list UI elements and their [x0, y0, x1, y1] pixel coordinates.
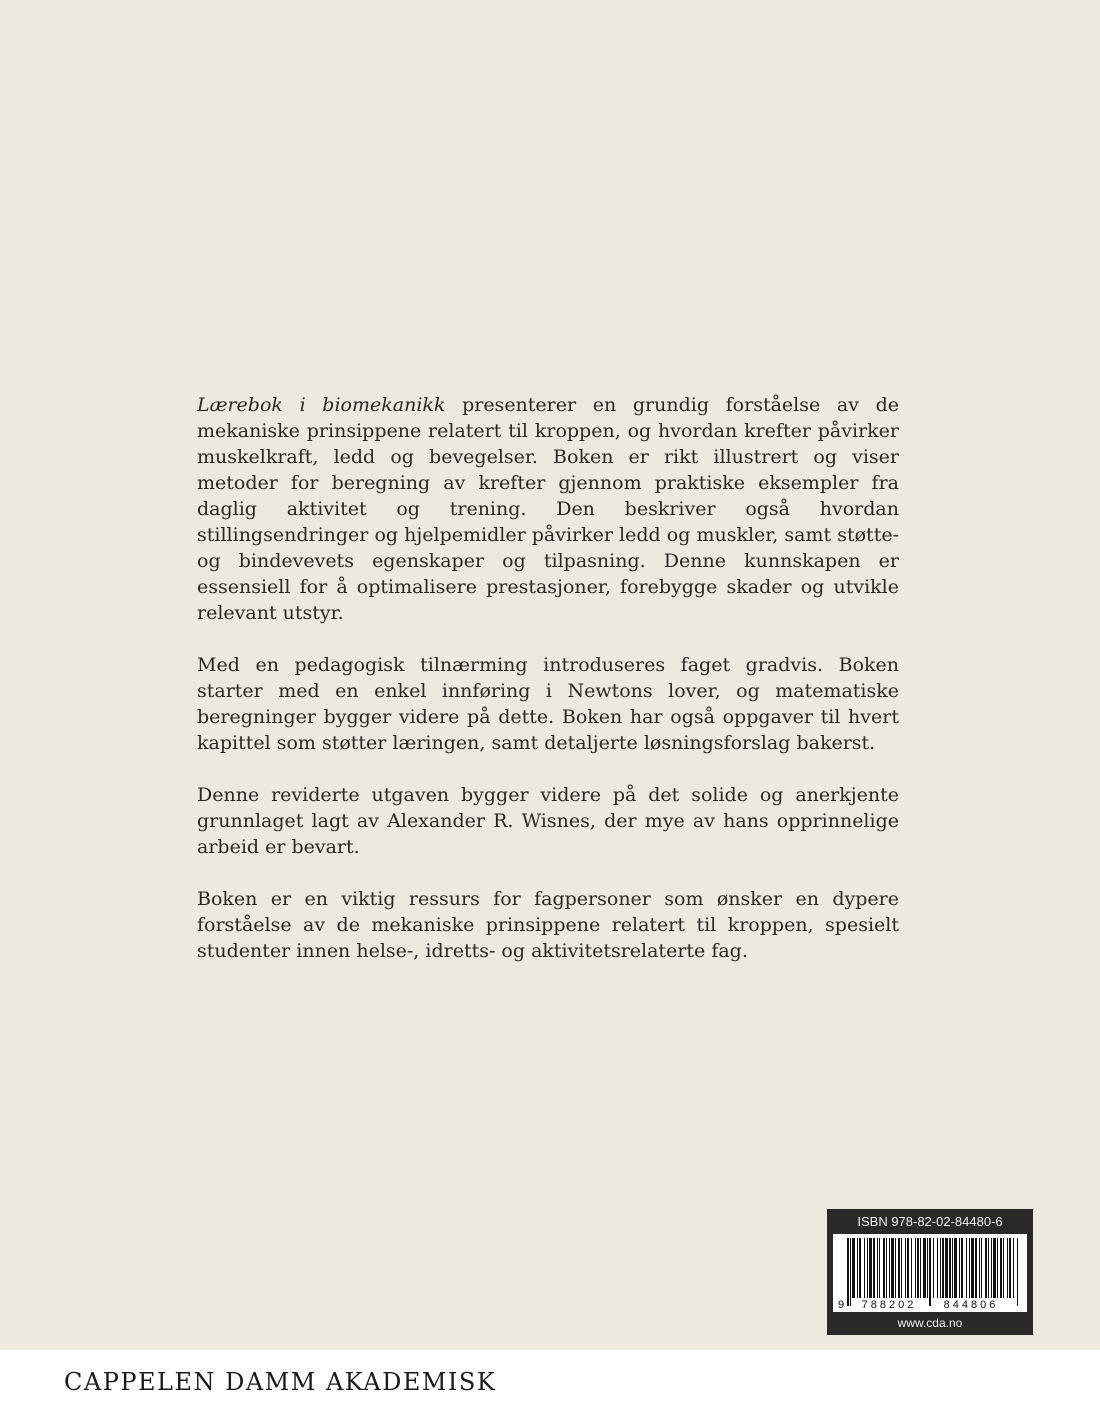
website-label: www.cda.no: [897, 1316, 963, 1330]
barcode-bar: [988, 1238, 989, 1298]
barcode-bar: [915, 1238, 916, 1298]
back-cover-blurb: [197, 392, 899, 990]
barcode-bar: [945, 1238, 948, 1298]
barcode-bar: [867, 1238, 868, 1298]
barcode-bar: [852, 1238, 855, 1298]
barcode-bar: [873, 1238, 875, 1298]
book-title: Lærebok i biomekanikk: [197, 394, 446, 416]
barcode-bar: [864, 1238, 865, 1298]
barcode-bar: [971, 1238, 974, 1298]
barcode-bar: [937, 1238, 938, 1298]
barcode-bar: [952, 1238, 953, 1298]
blurb-paragraph-3: Denne reviderte utgaven bygger videre på det solide og anerkjente grunnlaget lagt av Alexander R. Wisnes, der mye av hans opprinnelige arbeid er bevart.: [197, 784, 899, 858]
barcode-bar: [933, 1238, 934, 1298]
barcode-bar: [966, 1238, 967, 1298]
barcode-lead-digit: 9: [838, 1299, 845, 1311]
barcode-bar: [954, 1238, 957, 1298]
barcode-bar: [1009, 1238, 1011, 1298]
barcode-bar: [949, 1238, 951, 1298]
barcode-bar: [1017, 1238, 1018, 1306]
barcode-bar: [1000, 1238, 1002, 1298]
barcode-bar: [891, 1238, 894, 1298]
barcode-bar: [869, 1238, 872, 1298]
barcode-bar: [923, 1238, 926, 1298]
barcode-bar: [857, 1238, 858, 1298]
barcode-bar: [850, 1238, 851, 1306]
barcode-graphic: [833, 1234, 1027, 1312]
barcode-bar: [993, 1238, 996, 1298]
barcode-bar: [997, 1238, 998, 1298]
barcode: [833, 1234, 1027, 1312]
barcode-bar: [883, 1238, 885, 1298]
barcode-bar: [911, 1238, 912, 1298]
barcode-bar: [1003, 1238, 1004, 1298]
barcode-bar: [879, 1238, 880, 1298]
barcode-bar: [889, 1238, 890, 1298]
barcode-bar: [901, 1238, 902, 1298]
barcode-bar: [877, 1238, 878, 1298]
barcode-right-digits: 844806: [943, 1299, 999, 1311]
barcode-bar: [859, 1238, 861, 1298]
publisher-logo: CAPPELEN DAMM AKADEMISK: [64, 1368, 497, 1396]
barcode-bar: [991, 1238, 992, 1298]
barcode-bar: [920, 1238, 921, 1298]
blurb-paragraph-1: [197, 392, 899, 626]
barcode-bar: [1007, 1238, 1008, 1298]
barcode-bar: [1013, 1238, 1014, 1298]
publisher-footer: [0, 1350, 1100, 1423]
barcode-bar: [905, 1238, 906, 1298]
blurb-paragraph-1-text: presenterer en grundig forståelse av de mekaniske prinsippene relatert til kroppen, og hvordan krefter påvirker muskelkraft, ledd og bevegelser. Boken er rikt illustrert og viser metoder for beregning av krefter gjennom praktiske eksempler fra daglig aktivitet og trening. Den beskriver også hvordan stillingsendringer og hjelpemidler påvirker ledd og muskler, samt støtte- og bindevevets egenskaper og tilpasning. Denne kunnskapen er essensiell for å optimalisere prestasjoner, forebygge skader og utvikle relevant utstyr.: [197, 394, 899, 624]
barcode-bar: [927, 1238, 928, 1298]
barcode-bar: [942, 1238, 944, 1298]
isbn-barcode-box: [827, 1209, 1033, 1335]
blurb-paragraph-4: Boken er en viktig ressurs for fagpersoner som ønsker en dypere forståelse av de mekaniske prinsippene relatert til kroppen, spesielt studenter innen helse-, idretts- og aktivitetsrelaterte fag.: [197, 888, 899, 962]
blurb-paragraph-2: Med en pedagogisk tilnærming introduseres faget gradvis. Boken starter med en enkel innføring i Newtons lover, og matematiske beregninger bygger videre på dette. Boken har også oppgaver til hvert kapittel som støtter læringen, samt detaljerte løsningsforslag bakerst.: [197, 654, 899, 754]
barcode-bar: [886, 1238, 887, 1298]
barcode-bar: [940, 1238, 941, 1298]
barcode-bar: [985, 1238, 987, 1298]
barcode-bar: [959, 1238, 960, 1298]
barcode-bar: [847, 1238, 849, 1306]
barcode-bar: [979, 1238, 980, 1298]
barcode-bar: [895, 1238, 896, 1298]
isbn-label: ISBN 978-82-02-84480-6: [857, 1214, 1003, 1229]
barcode-bar: [898, 1238, 900, 1298]
barcode-left-digits: 788202: [861, 1299, 917, 1311]
barcode-bar: [975, 1238, 977, 1298]
barcode-bar: [929, 1238, 931, 1306]
barcode-bar: [969, 1238, 970, 1298]
barcode-bar: [961, 1238, 963, 1298]
barcode-bar: [981, 1238, 982, 1298]
barcode-bar: [917, 1238, 919, 1298]
barcode-bar: [907, 1238, 909, 1298]
